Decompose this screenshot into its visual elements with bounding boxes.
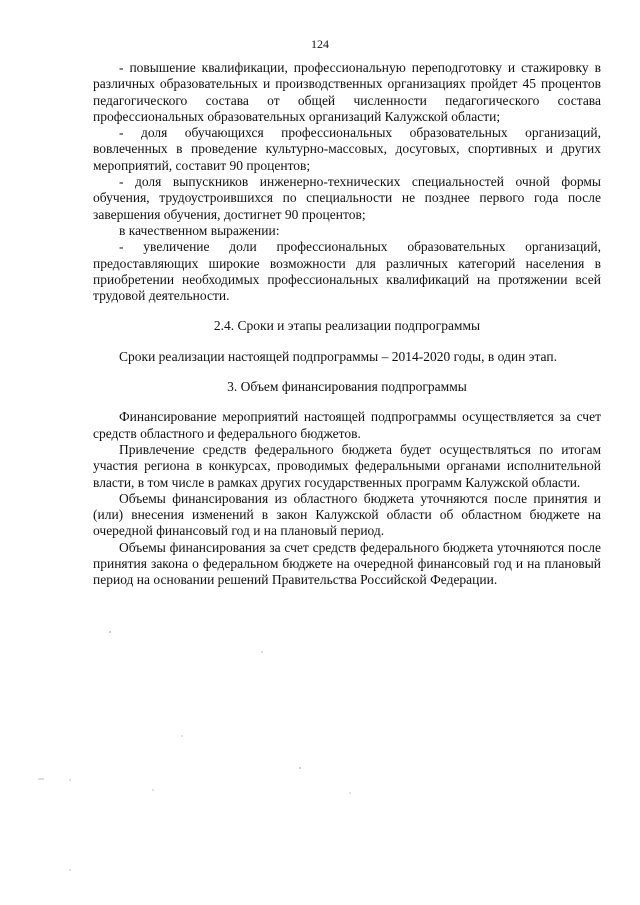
paragraph-qualitative-intro: в качественном выражении:: [119, 222, 280, 238]
section-heading-3: 3. Объем финансирования подпрограммы: [227, 379, 467, 395]
document-body: [93, 60, 601, 589]
paragraph-regional-budget: Объемы финансирования из областного бюджета уточняются после принятия и (или) внесения изменений в закон Калужской области об областном бюджете на очередной финансовый год и на плановый период.: [93, 490, 601, 539]
paragraph-implementation-period: Сроки реализации настоящей подпрограммы – 2014-2020 годы, в один этап.: [119, 348, 557, 364]
paragraph-qualification: - повышение квалификации, профессиональную переподготовку и стажировку в различных образовательных и производственных организациях пройдет 45 процентов педагогического состава от общей численности педагогического состава профессиональных образовательных организаций Калужской области;: [93, 60, 601, 124]
paragraph-students-events: - доля обучающихся профессиональных образовательных организаций, вовлеченных в проведение культурно-массовых, досуговых, спортивных и других мероприятий, составит 90 процентов;: [93, 125, 601, 173]
paragraph-federal-funds: Привлечение средств федерального бюджета будет осуществляться по итогам участия региона в конкурсах, проводимых федеральными органами исполнительной власти, в том числе в рамках других государственных программ Калужской области.: [93, 441, 601, 490]
paragraph-graduates-employment: - доля выпускников инженерно-технических специальностей очной формы обучения, трудоустроившихся по специальности не позднее первого года после завершения обучения, достигнет 90 процентов;: [93, 174, 601, 222]
paragraph-financing-sources: Финансирование мероприятий настоящей подпрограммы осуществляется за счет средств областного и федерального бюджетов.: [93, 409, 601, 441]
paragraph-organizations-increase: - увеличение доли профессиональных образовательных организаций, предоставляющих широкие возможности для различных категорий населения в приобретении необходимых профессиональных квалификаций на протяжении всей трудовой деятельности.: [93, 239, 601, 304]
page-number: 124: [311, 37, 329, 51]
paragraph-federal-budget: Объемы финансирования за счет средств федерального бюджета уточняются после принятия закона о федеральном бюджете на очередной финансовый год и на плановый период на основании решений Правительства Российской Федерации.: [93, 539, 601, 588]
section-heading-2-4: 2.4. Сроки и этапы реализации подпрограммы: [213, 318, 481, 334]
